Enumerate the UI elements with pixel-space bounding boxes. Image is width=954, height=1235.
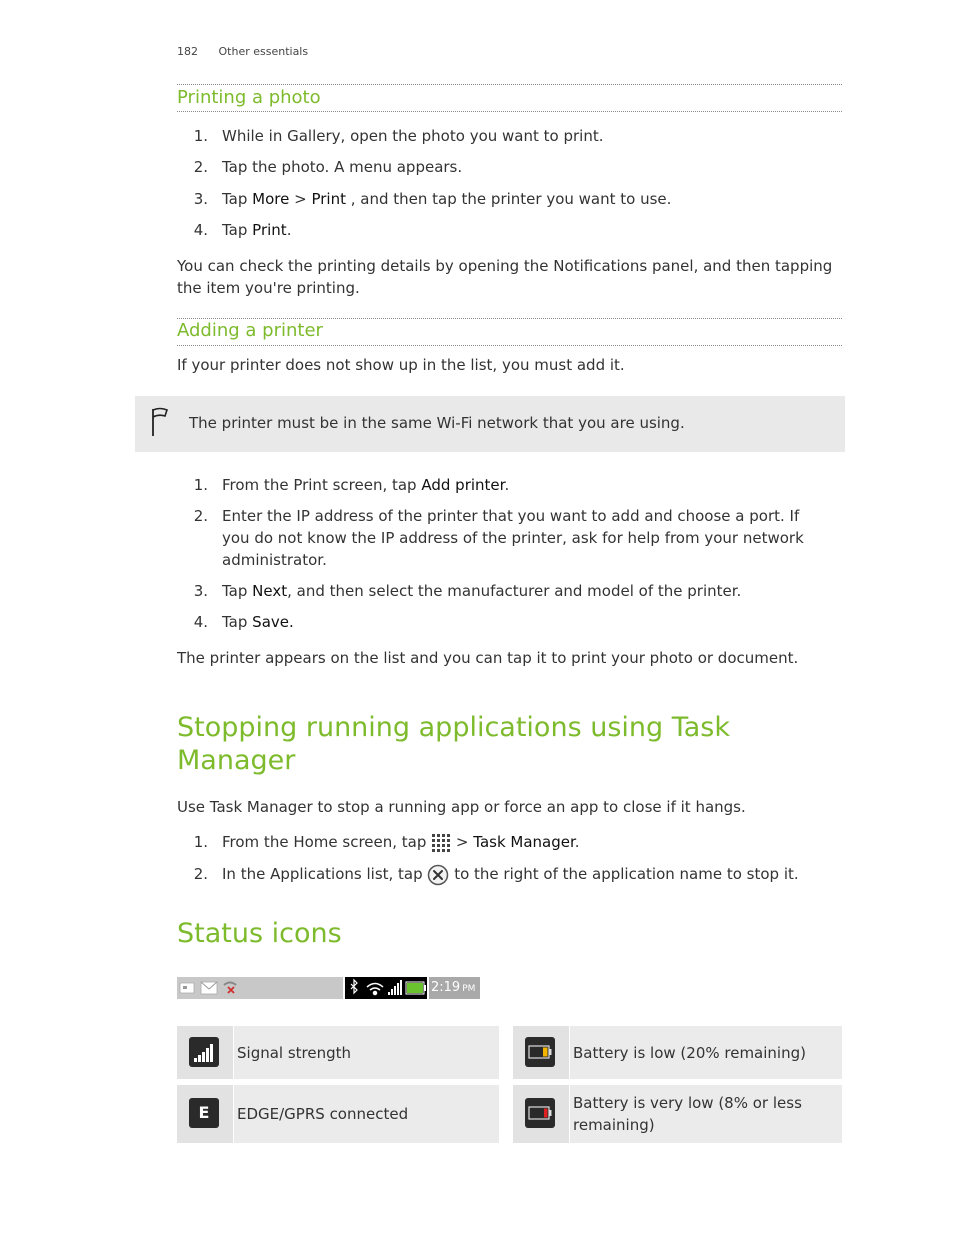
page-number: 182	[177, 45, 198, 58]
step-number: 1.	[193, 127, 208, 145]
section-title-printing-photo: Printing a photo	[177, 87, 321, 108]
step-number: 3.	[193, 582, 208, 600]
bluetooth-icon	[351, 980, 357, 993]
close-icon	[427, 864, 449, 886]
step-number: 1.	[193, 476, 208, 494]
paragraph: If your printer does not show up in the list, you must add it.	[177, 356, 625, 374]
note-box	[135, 396, 845, 452]
step-text: Tap Save.	[222, 613, 294, 631]
step-text: Tap the photo. A menu appears.	[222, 158, 463, 176]
wifi-icon	[367, 984, 383, 995]
status-item-label: Battery is low (20% remaining)	[573, 1044, 806, 1062]
step-number: 2.	[193, 158, 208, 176]
status-item-battery-very-low	[513, 1085, 842, 1143]
missed-call-icon	[224, 983, 236, 986]
divider	[177, 84, 842, 85]
clock-time: 2:19	[431, 980, 461, 995]
print-menu-label: Print	[311, 190, 346, 208]
status-item-label: Battery is very low (8% or less remaining)	[573, 1094, 802, 1134]
section-title-status-icons: Status icons	[177, 918, 342, 949]
step-number: 4.	[193, 613, 208, 631]
step-text: Tap Next, and then select the manufacturer and model of the printer.	[222, 582, 742, 600]
step-text: From the Home screen, tap > Task Manager.	[222, 833, 580, 851]
status-item-battery-low	[513, 1026, 842, 1079]
edge-icon: E	[189, 1098, 219, 1128]
system-status-icons	[345, 977, 427, 999]
section-title-task-manager: Stopping running applications using Task Manager	[177, 712, 730, 776]
step-text: Enter the IP address of the printer that you want to add and choose a port. If you do not know the IP address of the printer, ask for help from your network administrator.	[222, 507, 804, 569]
system-status-bar	[345, 977, 427, 999]
notification-bar	[177, 977, 343, 999]
next-button-label: Next	[252, 582, 288, 600]
status-item-label: Signal strength	[237, 1044, 352, 1062]
paragraph: The printer appears on the list and you can tap it to print your photo or document.	[177, 649, 799, 667]
status-item-edge	[177, 1085, 499, 1143]
battery-full-icon	[406, 982, 426, 994]
add-printer-label: Add printer	[421, 476, 505, 494]
step-number: 2.	[193, 507, 208, 525]
note-text: The printer must be in the same Wi-Fi network that you are using.	[189, 414, 685, 432]
divider	[177, 111, 842, 112]
divider	[177, 345, 842, 346]
step-text: From the Print screen, tap Add printer.	[222, 476, 510, 494]
clock-bar	[429, 977, 480, 999]
save-button-label: Save.	[252, 613, 294, 631]
battery-very-low-icon	[525, 1098, 555, 1128]
status-item-label: EDGE/GPRS connected	[237, 1105, 409, 1123]
step-number: 4.	[193, 221, 208, 239]
signal-icon	[388, 980, 402, 995]
print-button-label: Print	[252, 221, 287, 239]
step-text: Tap More > Print , and then tap the printer you want to use.	[222, 190, 672, 208]
more-menu-label: More	[252, 190, 290, 208]
paragraph: You can check the printing details by opening the Notifications panel, and then tapping the item you're printing.	[177, 257, 833, 297]
step-text: Tap Print.	[222, 221, 292, 239]
section-title-adding-printer: Adding a printer	[177, 320, 323, 341]
status-item-signal-strength	[177, 1026, 499, 1079]
step-text: While in Gallery, open the photo you want to print.	[222, 127, 604, 145]
step-number: 2.	[193, 865, 208, 883]
task-manager-label: Task Manager	[473, 833, 575, 851]
signal-strength-icon	[189, 1037, 219, 1067]
section-name: Other essentials	[218, 45, 309, 58]
clock-period: PM	[462, 984, 476, 994]
step-number: 3.	[193, 190, 208, 208]
divider	[177, 318, 842, 319]
page-header	[177, 45, 308, 58]
all-apps-icon	[431, 833, 451, 853]
note-flag-icon	[149, 406, 171, 438]
battery-low-icon	[525, 1037, 555, 1067]
step-number: 1.	[193, 833, 208, 851]
notification-icons	[177, 977, 343, 999]
paragraph: Use Task Manager to stop a running app or force an app to close if it hangs.	[177, 798, 746, 816]
step-text: In the Applications list, tap to the right of the application name to stop it.	[222, 863, 827, 886]
